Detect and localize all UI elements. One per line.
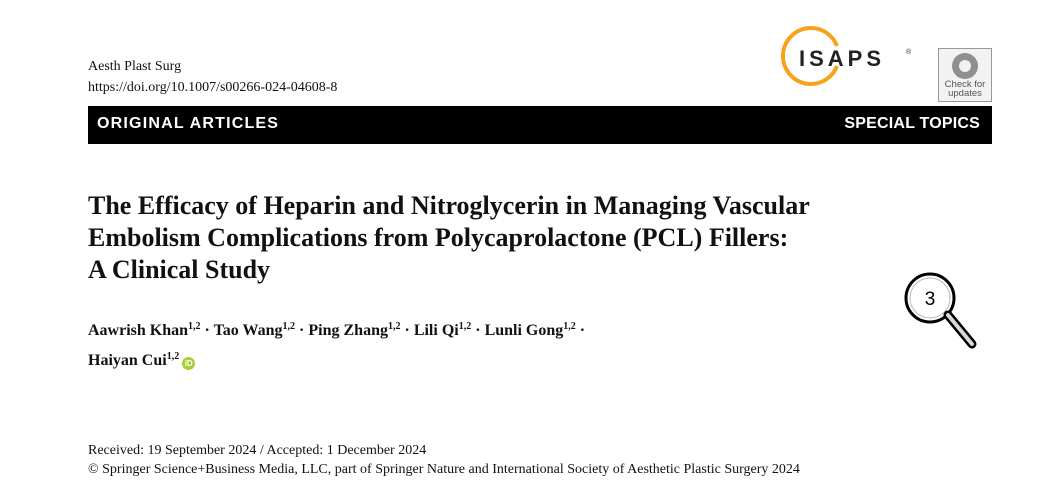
author-separator: · [404,322,410,339]
article-title [88,190,948,286]
article-type-label: ORIGINAL ARTICLES [97,115,280,132]
article-history [88,441,800,479]
magnifier-icon[interactable] [896,270,982,356]
section-band [88,106,992,144]
author-name[interactable]: Lili Qi [413,322,459,339]
topic-label: SPECIAL TOPICS [844,115,980,132]
svg-text:®: ® [906,49,912,56]
journal-meta [88,56,337,98]
author-name[interactable]: Tao Wang [213,322,283,339]
check-for-updates-button[interactable] [938,48,992,102]
copyright-notice: © Springer Science+Business Media, LLC, part of Springer Nature and International Society of Aesthetic Plastic Surgery 2024 [88,462,800,477]
author-affiliation: 1,2 [188,321,201,332]
author-separator: · [579,322,586,339]
author-affiliation: 1,2 [387,321,401,332]
author-affiliation: 1,2 [166,351,180,362]
received-accepted-dates: Received: 19 September 2024 / Accepted: 1 December 2024 [88,443,427,458]
author-name[interactable]: Ping Zhang [308,322,388,339]
journal-name: Aesth Plast Surg [88,59,182,74]
author-affiliation: 1,2 [458,321,472,332]
author-separator: · [299,322,305,339]
author-affiliation: 1,2 [563,321,576,332]
check-updates-line1: Check for [944,79,986,90]
author-separator: · [204,322,210,339]
check-updates-line2: updates [948,88,982,99]
title-line-3: A Clinical Study [88,255,271,284]
author-affiliation: 1,2 [282,321,296,332]
author-separator: · [475,322,481,339]
isaps-logo [781,22,921,90]
orcid-icon[interactable]: iD [182,357,195,370]
author-name[interactable]: Aawrish Khan [88,322,189,339]
doi-link[interactable]: https://doi.org/10.1007/s00266-024-04608-8 [88,80,338,95]
title-line-1: The Efficacy of Heparin and Nitroglycerin in Managing Vascular [88,191,810,220]
author-name[interactable]: Haiyan Cui [88,352,167,369]
bookmark-icon [952,53,978,79]
author-list [88,314,848,374]
author-name[interactable]: Lunli Gong [484,322,564,339]
badge-number: 3 [924,289,936,310]
title-line-2: Embolism Complications from Polycaprolactone (PCL) Fillers: [88,223,789,252]
isaps-logo-text: ISAPS [799,46,886,71]
